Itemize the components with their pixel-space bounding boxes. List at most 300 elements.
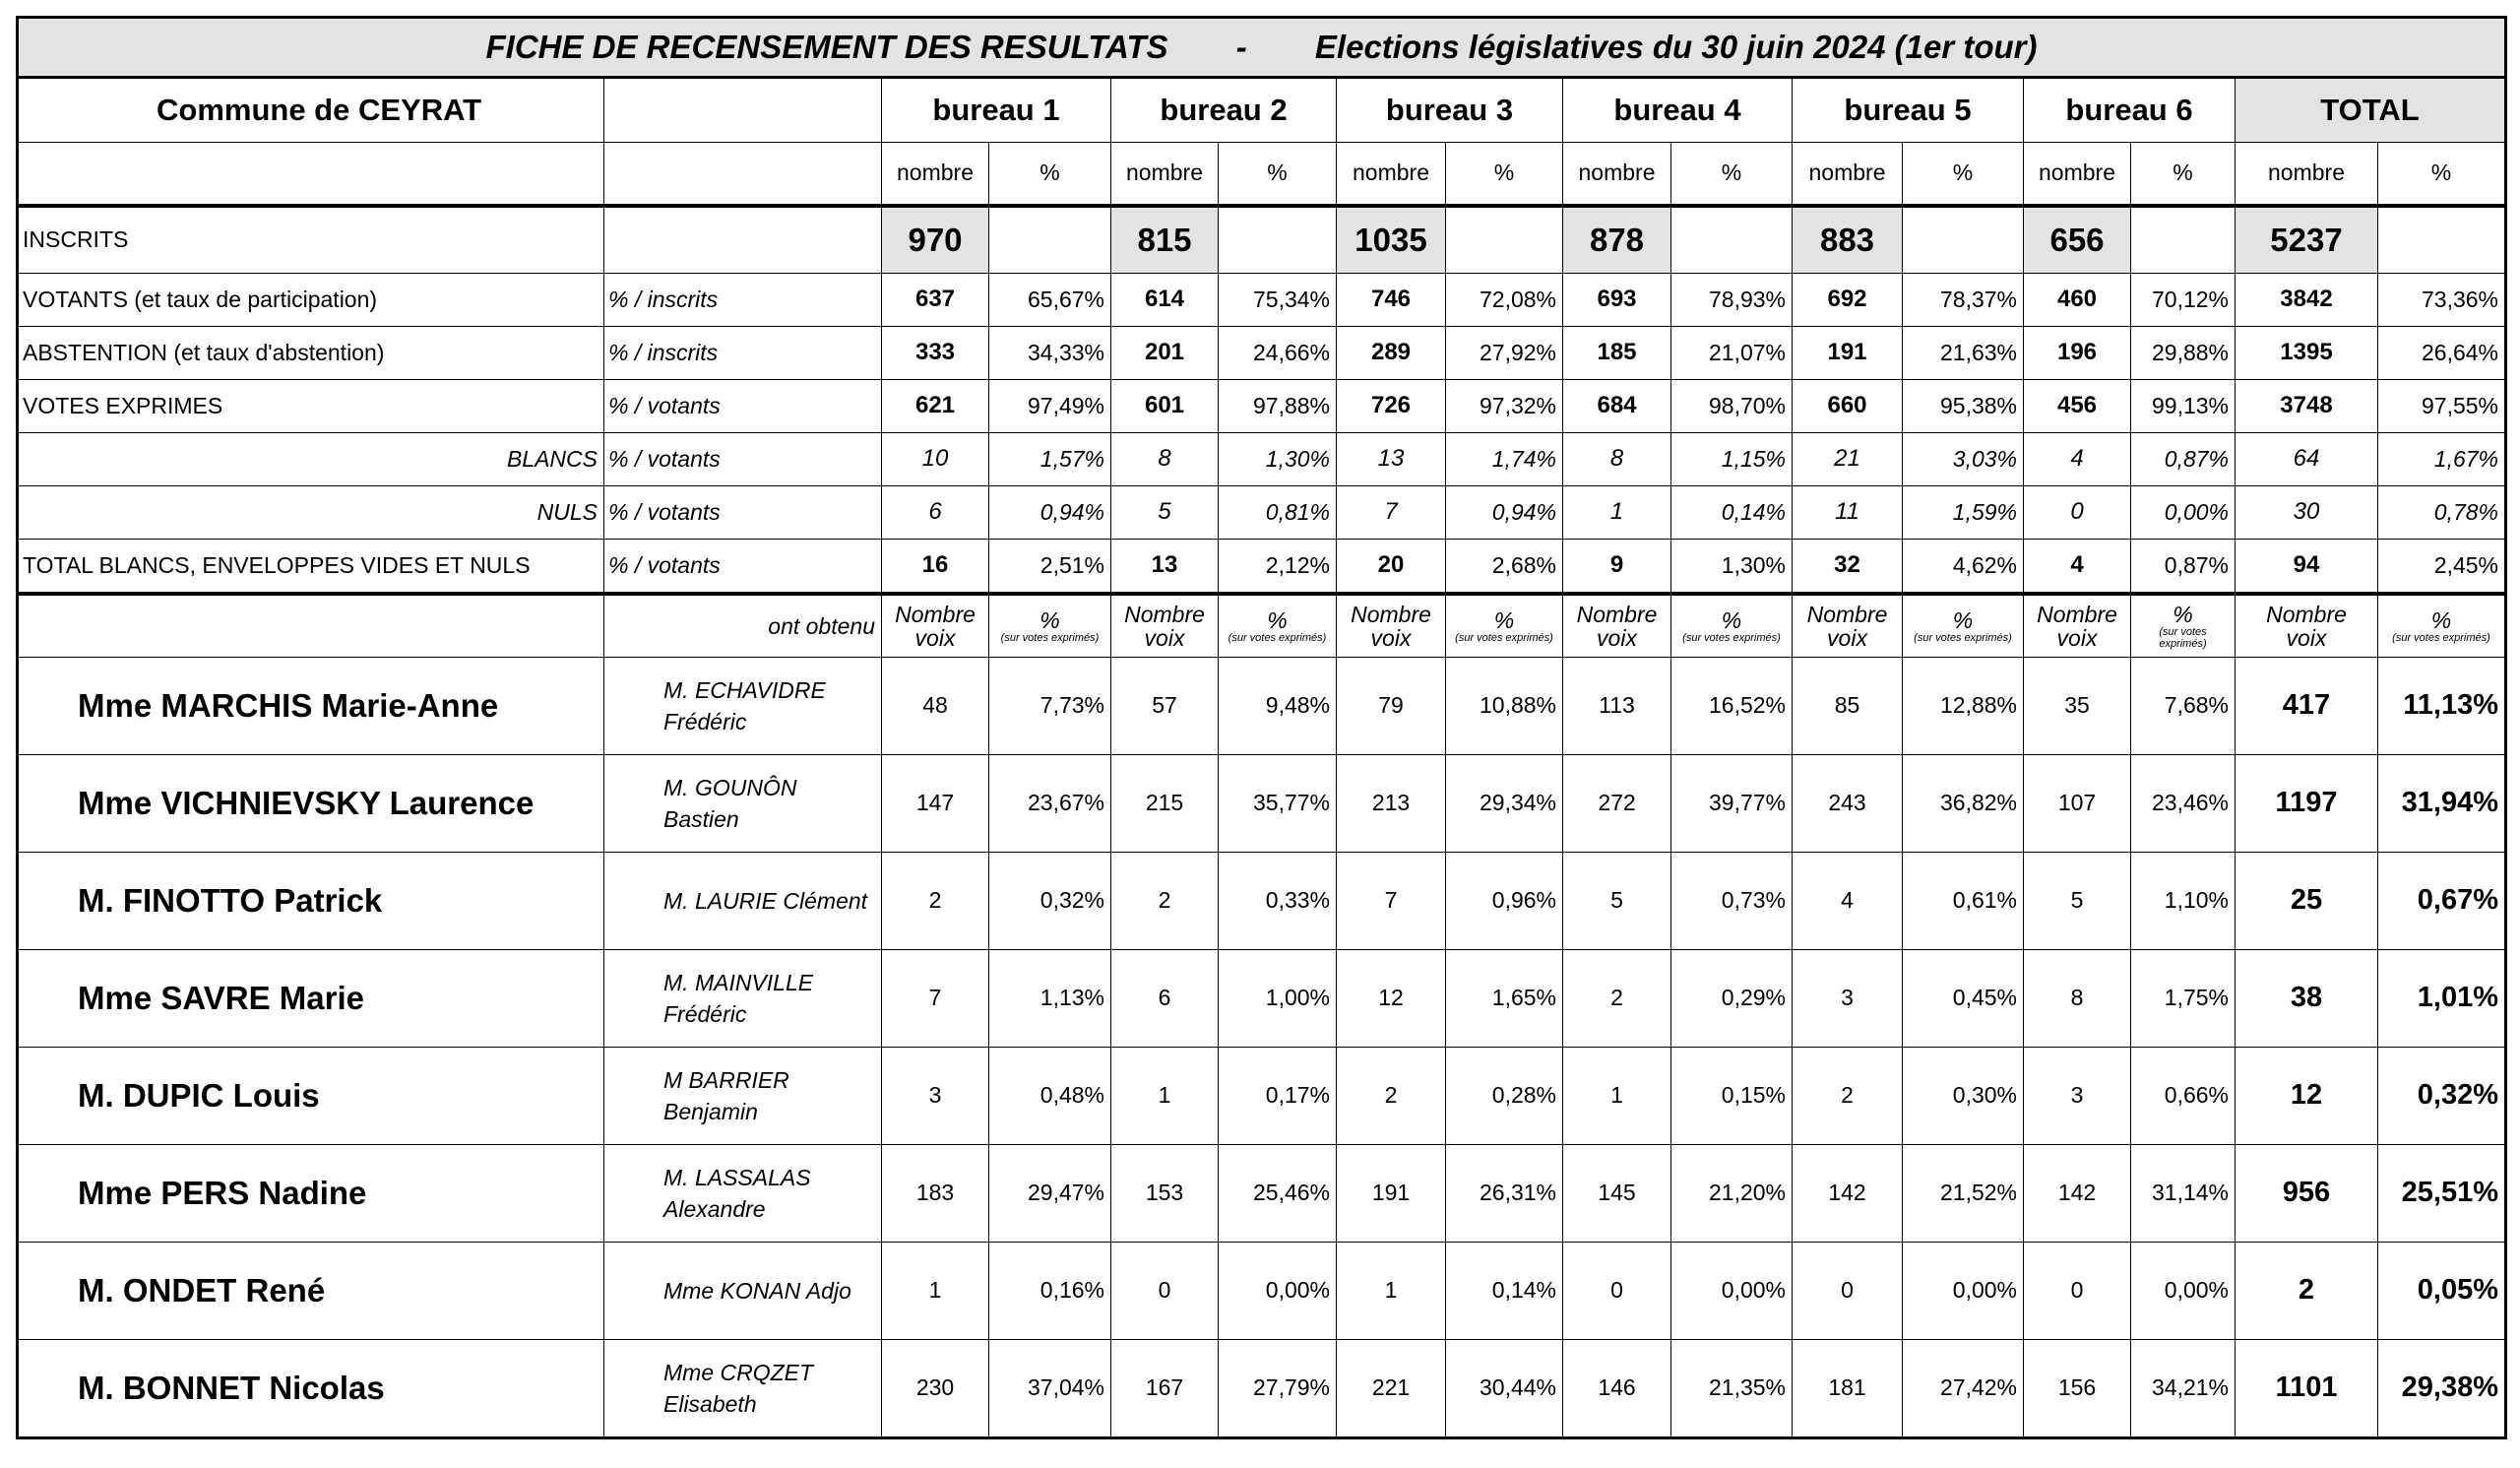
stat-count: 7 xyxy=(1337,486,1446,540)
subheader-pct: % xyxy=(989,143,1111,207)
candidate-row xyxy=(18,1145,2506,1243)
pct-header-symbol: % xyxy=(1493,606,1515,633)
pct-header-note: (sur votes exprimés) xyxy=(1228,632,1327,645)
total-percent: 25,51% xyxy=(2378,1145,2506,1243)
total-percent: 0,05% xyxy=(2378,1243,2506,1340)
total-votes: 1101 xyxy=(2236,1340,2378,1438)
stat-label: VOTES EXPRIMES xyxy=(18,380,604,433)
voix-header xyxy=(1337,594,1446,658)
pct-header-note: (sur votes exprimés) xyxy=(2159,625,2207,651)
stat-percent: 0,94% xyxy=(989,486,1111,540)
column-header: bureau 4 xyxy=(1563,78,1793,143)
voix-header-line2: voix xyxy=(914,625,956,651)
stat-count: 4 xyxy=(2024,540,2131,595)
total-percent: 31,94% xyxy=(2378,755,2506,853)
bureau-votes: 213 xyxy=(1337,755,1446,853)
stat-percent: 34,33% xyxy=(989,327,1111,380)
candidate-row xyxy=(18,853,2506,950)
stat-percent: 2,68% xyxy=(1446,540,1563,595)
stat-count: 13 xyxy=(1111,540,1219,595)
bureau-votes: 3 xyxy=(1793,950,1903,1048)
stat-percent: 98,70% xyxy=(1671,380,1793,433)
pct-header-note: (sur votes exprimés) xyxy=(1914,632,2012,645)
subheader-pct: % xyxy=(1671,143,1793,207)
voix-header-line2: voix xyxy=(2286,625,2327,651)
sheet-title xyxy=(18,18,2506,78)
stat-percent: 0,81% xyxy=(1219,486,1337,540)
pct-header xyxy=(1219,594,1337,658)
bureau-votes: 5 xyxy=(2024,853,2131,950)
stat-percent: 1,30% xyxy=(1671,540,1793,595)
candidate-name: Mme PERS Nadine xyxy=(18,1145,604,1243)
bureau-votes: 7 xyxy=(1337,853,1446,950)
stat-count: 660 xyxy=(1793,380,1903,433)
bureau-percent: 29,34% xyxy=(1446,755,1563,853)
bureau-percent: 0,00% xyxy=(1671,1243,1793,1340)
stat-count: 333 xyxy=(882,327,989,380)
bureau-percent: 12,88% xyxy=(1903,658,2024,755)
stat-row xyxy=(18,274,2506,327)
stat-percent: 0,94% xyxy=(1446,486,1563,540)
bureau-percent: 1,65% xyxy=(1446,950,1563,1048)
stat-percent: 2,51% xyxy=(989,540,1111,595)
bureau-percent: 1,75% xyxy=(2131,950,2236,1048)
voix-header-line1: Nombre xyxy=(2037,601,2117,627)
pct-header-symbol: % xyxy=(1952,606,1974,633)
stat-percent: 75,34% xyxy=(1219,274,1337,327)
stat-percent: 97,32% xyxy=(1446,380,1563,433)
bureau-percent: 1,10% xyxy=(2131,853,2236,950)
stat-percent: 0,00% xyxy=(2131,486,2236,540)
bureau-percent: 0,00% xyxy=(2131,1243,2236,1340)
voix-header xyxy=(1111,594,1219,658)
subheader-pct: % xyxy=(2378,143,2506,207)
stat-percent: 1,15% xyxy=(1671,433,1793,486)
stat-label: ABSTENTION (et taux d'abstention) xyxy=(18,327,604,380)
candidate-name: Mme MARCHIS Marie-Anne xyxy=(18,658,604,755)
pct-header xyxy=(2131,594,2236,658)
candidate-name: M. ONDET René xyxy=(18,1243,604,1340)
stat-count: 20 xyxy=(1337,540,1446,595)
candidate-suppleant: Mme CRQZET Elisabeth xyxy=(604,1340,882,1438)
voix-header-line2: voix xyxy=(1370,625,1412,651)
bureau-percent: 21,20% xyxy=(1671,1145,1793,1243)
candidate-suppleant: M BARRIER Benjamin xyxy=(604,1048,882,1145)
bureau-percent: 39,77% xyxy=(1671,755,1793,853)
subheader-pct: % xyxy=(2131,143,2236,207)
stat-count: 30 xyxy=(2236,486,2378,540)
bureau-percent: 37,04% xyxy=(989,1340,1111,1438)
stat-count: 726 xyxy=(1337,380,1446,433)
subheader-nombre: nombre xyxy=(1111,143,1219,207)
stat-count: 21 xyxy=(1793,433,1903,486)
candidate-suppleant: M. MAINVILLE Frédéric xyxy=(604,950,882,1048)
candidate-suppleant: M. GOUNÔN Bastien xyxy=(604,755,882,853)
bureau-votes: 4 xyxy=(1793,853,1903,950)
obtenu-label: ont obtenu xyxy=(604,594,882,658)
bureau-percent: 0,48% xyxy=(989,1048,1111,1145)
stat-count: 693 xyxy=(1563,274,1671,327)
voix-header-line1: Nombre xyxy=(1806,601,1888,627)
stat-percent xyxy=(2378,206,2506,274)
stat-label: NULS xyxy=(18,486,604,540)
stat-row xyxy=(18,380,2506,433)
stat-count: 94 xyxy=(2236,540,2378,595)
stat-row xyxy=(18,540,2506,595)
pct-header xyxy=(1671,594,1793,658)
stat-percent: 95,38% xyxy=(1903,380,2024,433)
stat-count: 3748 xyxy=(2236,380,2378,433)
stat-percent: 21,63% xyxy=(1903,327,2024,380)
bureau-votes: 3 xyxy=(882,1048,989,1145)
bureau-votes: 142 xyxy=(2024,1145,2131,1243)
column-header: bureau 1 xyxy=(882,78,1111,143)
stat-count: 8 xyxy=(1563,433,1671,486)
bureau-percent: 1,00% xyxy=(1219,950,1337,1048)
bureau-percent: 23,67% xyxy=(989,755,1111,853)
voix-header xyxy=(2024,594,2131,658)
bureau-votes: 243 xyxy=(1793,755,1903,853)
candidate-name: M. FINOTTO Patrick xyxy=(18,853,604,950)
stat-count: 191 xyxy=(1793,327,1903,380)
candidate-row xyxy=(18,1340,2506,1438)
pct-header xyxy=(989,594,1111,658)
stat-count: 289 xyxy=(1337,327,1446,380)
bureau-votes: 107 xyxy=(2024,755,2131,853)
stat-percent: 78,93% xyxy=(1671,274,1793,327)
stat-row xyxy=(18,486,2506,540)
stat-count: 684 xyxy=(1563,380,1671,433)
bureau-percent: 34,21% xyxy=(2131,1340,2236,1438)
stat-percent: 24,66% xyxy=(1219,327,1337,380)
stat-percent: 97,49% xyxy=(989,380,1111,433)
total-votes: 25 xyxy=(2236,853,2378,950)
stat-count: 6 xyxy=(882,486,989,540)
voix-header xyxy=(1793,594,1903,658)
stat-count: 13 xyxy=(1337,433,1446,486)
column-header: bureau 2 xyxy=(1111,78,1337,143)
candidate-suppleant: M. ECHAVIDRE Frédéric xyxy=(604,658,882,755)
stat-count: 185 xyxy=(1563,327,1671,380)
stat-row xyxy=(18,327,2506,380)
candidate-suppleant: M. LAURIE Clément xyxy=(604,853,882,950)
column-header: bureau 3 xyxy=(1337,78,1563,143)
candidate-row xyxy=(18,1243,2506,1340)
stat-basis: % / votants xyxy=(604,486,882,540)
stat-count: 196 xyxy=(2024,327,2131,380)
subheader-nombre: nombre xyxy=(2236,143,2378,207)
bureau-percent: 0,61% xyxy=(1903,853,2024,950)
stat-percent: 3,03% xyxy=(1903,433,2024,486)
bureau-percent: 36,82% xyxy=(1903,755,2024,853)
bureau-percent: 27,79% xyxy=(1219,1340,1337,1438)
stat-basis: % / inscrits xyxy=(604,327,882,380)
bureau-votes: 8 xyxy=(2024,950,2131,1048)
stat-count: 601 xyxy=(1111,380,1219,433)
column-header: bureau 5 xyxy=(1793,78,2024,143)
bureau-percent: 26,31% xyxy=(1446,1145,1563,1243)
candidate-row xyxy=(18,950,2506,1048)
bureau-percent: 0,29% xyxy=(1671,950,1793,1048)
voix-header xyxy=(882,594,989,658)
stat-basis xyxy=(604,206,882,274)
stat-basis: % / votants xyxy=(604,540,882,595)
bureau-percent: 23,46% xyxy=(2131,755,2236,853)
bureau-percent: 0,45% xyxy=(1903,950,2024,1048)
voix-header-line1: Nombre xyxy=(1576,601,1658,627)
bureau-votes: 2 xyxy=(1793,1048,1903,1145)
column-header: TOTAL xyxy=(2236,78,2506,143)
total-percent: 0,32% xyxy=(2378,1048,2506,1145)
bureau-percent: 21,52% xyxy=(1903,1145,2024,1243)
stat-count: 692 xyxy=(1793,274,1903,327)
title-separator: - xyxy=(1235,28,1247,65)
bureau-percent: 31,14% xyxy=(2131,1145,2236,1243)
pct-header-symbol: % xyxy=(1721,606,1742,633)
stat-label: INSCRITS xyxy=(18,206,604,274)
subheader-empty xyxy=(604,143,882,207)
stat-count: 815 xyxy=(1111,206,1219,274)
stat-percent: 1,30% xyxy=(1219,433,1337,486)
bureau-votes: 142 xyxy=(1793,1145,1903,1243)
bureau-votes: 145 xyxy=(1563,1145,1671,1243)
stat-count: 0 xyxy=(2024,486,2131,540)
total-votes: 417 xyxy=(2236,658,2378,755)
stat-percent: 21,07% xyxy=(1671,327,1793,380)
candidate-row xyxy=(18,755,2506,853)
stat-label: BLANCS xyxy=(18,433,604,486)
candidate-header-empty xyxy=(18,594,604,658)
bureau-percent: 0,00% xyxy=(1903,1243,2024,1340)
stat-percent: 0,87% xyxy=(2131,433,2236,486)
stat-count: 1 xyxy=(1563,486,1671,540)
pct-header-note: (sur votes exprimés) xyxy=(2392,632,2490,645)
bureau-votes: 35 xyxy=(2024,658,2131,755)
subheader-empty xyxy=(18,143,604,207)
bureau-votes: 167 xyxy=(1111,1340,1219,1438)
stat-count: 656 xyxy=(2024,206,2131,274)
stat-percent: 4,62% xyxy=(1903,540,2024,595)
pct-header-note: (sur votes exprimés) xyxy=(1455,632,1553,645)
total-votes: 2 xyxy=(2236,1243,2378,1340)
bureau-votes: 113 xyxy=(1563,658,1671,755)
voix-header-line1: Nombre xyxy=(1351,601,1431,627)
candidate-name: Mme SAVRE Marie xyxy=(18,950,604,1048)
stat-count: 201 xyxy=(1111,327,1219,380)
voix-header xyxy=(1563,594,1671,658)
stat-percent: 27,92% xyxy=(1446,327,1563,380)
stat-percent: 29,88% xyxy=(2131,327,2236,380)
stat-label: TOTAL BLANCS, ENVELOPPES VIDES ET NULS xyxy=(18,540,604,595)
stat-basis: % / votants xyxy=(604,433,882,486)
stat-percent: 78,37% xyxy=(1903,274,2024,327)
candidate-name: M. DUPIC Louis xyxy=(18,1048,604,1145)
pct-header-note: (sur votes exprimés) xyxy=(1000,632,1100,645)
candidate-row xyxy=(18,1048,2506,1145)
bureau-percent: 0,17% xyxy=(1219,1048,1337,1145)
results-sheet xyxy=(16,16,2504,1449)
stat-label: VOTANTS (et taux de participation) xyxy=(18,274,604,327)
bureau-percent: 0,28% xyxy=(1446,1048,1563,1145)
bureau-votes: 2 xyxy=(1111,853,1219,950)
bureau-votes: 272 xyxy=(1563,755,1671,853)
stat-percent: 72,08% xyxy=(1446,274,1563,327)
stat-percent: 2,45% xyxy=(2378,540,2506,595)
bureau-votes: 0 xyxy=(1563,1243,1671,1340)
candidate-header-row xyxy=(18,594,2506,658)
stat-percent xyxy=(1671,206,1793,274)
stat-count: 32 xyxy=(1793,540,1903,595)
stat-percent: 70,12% xyxy=(2131,274,2236,327)
bureau-votes: 2 xyxy=(1337,1048,1446,1145)
candidate-name: M. BONNET Nicolas xyxy=(18,1340,604,1438)
bureau-percent: 35,77% xyxy=(1219,755,1337,853)
stat-count: 621 xyxy=(882,380,989,433)
stat-percent: 97,88% xyxy=(1219,380,1337,433)
bureau-percent: 0,32% xyxy=(989,853,1111,950)
bureau-percent: 21,35% xyxy=(1671,1340,1793,1438)
bureau-votes: 3 xyxy=(2024,1048,2131,1145)
stat-count: 3842 xyxy=(2236,274,2378,327)
bureau-percent: 0,96% xyxy=(1446,853,1563,950)
voix-header-line2: voix xyxy=(1597,625,1637,651)
stat-percent: 73,36% xyxy=(2378,274,2506,327)
bureau-percent: 27,42% xyxy=(1903,1340,2024,1438)
bureau-votes: 2 xyxy=(882,853,989,950)
stat-count: 878 xyxy=(1563,206,1671,274)
bureau-votes: 215 xyxy=(1111,755,1219,853)
subheader-pct: % xyxy=(1446,143,1563,207)
total-votes: 1197 xyxy=(2236,755,2378,853)
stat-percent: 1,57% xyxy=(989,433,1111,486)
bureau-percent: 16,52% xyxy=(1671,658,1793,755)
bureau-votes: 1 xyxy=(1111,1048,1219,1145)
bureau-votes: 6 xyxy=(1111,950,1219,1048)
bureau-votes: 221 xyxy=(1337,1340,1446,1438)
bureau-percent: 0,33% xyxy=(1219,853,1337,950)
bureau-votes: 230 xyxy=(882,1340,989,1438)
stat-count: 64 xyxy=(2236,433,2378,486)
stat-count: 637 xyxy=(882,274,989,327)
stat-percent: 1,59% xyxy=(1903,486,2024,540)
stat-percent: 99,13% xyxy=(2131,380,2236,433)
commune-label: Commune de CEYRAT xyxy=(18,78,604,143)
bureau-percent: 0,66% xyxy=(2131,1048,2236,1145)
stat-percent: 0,78% xyxy=(2378,486,2506,540)
bureau-percent: 0,00% xyxy=(1219,1243,1337,1340)
bureau-votes: 0 xyxy=(2024,1243,2131,1340)
subheader-nombre: nombre xyxy=(882,143,989,207)
total-votes: 12 xyxy=(2236,1048,2378,1145)
bureau-percent: 25,46% xyxy=(1219,1145,1337,1243)
candidate-suppleant: M. LASSALAS Alexandre xyxy=(604,1145,882,1243)
bureau-percent: 0,73% xyxy=(1671,853,1793,950)
stat-count: 9 xyxy=(1563,540,1671,595)
bureau-votes: 181 xyxy=(1793,1340,1903,1438)
stat-percent xyxy=(1903,206,2024,274)
bureau-votes: 1 xyxy=(1563,1048,1671,1145)
stat-basis: % / inscrits xyxy=(604,274,882,327)
voix-header-line2: voix xyxy=(1144,625,1185,651)
bureau-votes: 0 xyxy=(1793,1243,1903,1340)
stat-row xyxy=(18,206,2506,274)
voix-header xyxy=(2236,594,2378,658)
stat-percent: 1,74% xyxy=(1446,433,1563,486)
column-header: bureau 6 xyxy=(2024,78,2236,143)
stat-count: 8 xyxy=(1111,433,1219,486)
stat-percent: 2,12% xyxy=(1219,540,1337,595)
pct-header xyxy=(2378,594,2506,658)
stat-row xyxy=(18,433,2506,486)
total-votes: 38 xyxy=(2236,950,2378,1048)
stat-count: 883 xyxy=(1793,206,1903,274)
voix-header-line1: Nombre xyxy=(2266,601,2347,627)
stat-percent: 0,87% xyxy=(2131,540,2236,595)
stat-count: 1035 xyxy=(1337,206,1446,274)
bureau-percent: 7,73% xyxy=(989,658,1111,755)
bureau-percent: 30,44% xyxy=(1446,1340,1563,1438)
stat-percent: 65,67% xyxy=(989,274,1111,327)
subheader-nombre: nombre xyxy=(1793,143,1903,207)
bureau-percent: 29,47% xyxy=(989,1145,1111,1243)
bureau-votes: 191 xyxy=(1337,1145,1446,1243)
stat-percent xyxy=(2131,206,2236,274)
stat-count: 970 xyxy=(882,206,989,274)
title-right: Elections législatives du 30 juin 2024 (1er tour) xyxy=(1314,28,2038,65)
bureau-votes: 146 xyxy=(1563,1340,1671,1438)
stat-count: 1395 xyxy=(2236,327,2378,380)
total-percent: 1,01% xyxy=(2378,950,2506,1048)
stat-percent: 0,14% xyxy=(1671,486,1793,540)
stat-percent: 97,55% xyxy=(2378,380,2506,433)
bureau-votes: 48 xyxy=(882,658,989,755)
candidate-name: Mme VICHNIEVSKY Laurence xyxy=(18,755,604,853)
stat-percent xyxy=(989,206,1111,274)
stat-percent: 26,64% xyxy=(2378,327,2506,380)
stat-count: 4 xyxy=(2024,433,2131,486)
subheader-nombre: nombre xyxy=(1563,143,1671,207)
bureau-votes: 0 xyxy=(1111,1243,1219,1340)
stat-percent: 1,67% xyxy=(2378,433,2506,486)
voix-header-line1: Nombre xyxy=(1124,601,1205,627)
bureau-votes: 5 xyxy=(1563,853,1671,950)
total-percent: 0,67% xyxy=(2378,853,2506,950)
stat-count: 16 xyxy=(882,540,989,595)
voix-header-line2: voix xyxy=(1827,625,1867,651)
bureau-votes: 7 xyxy=(882,950,989,1048)
bureau-votes: 156 xyxy=(2024,1340,2131,1438)
stat-count: 11 xyxy=(1793,486,1903,540)
pct-header-symbol: % xyxy=(2430,606,2452,633)
bureau-votes: 79 xyxy=(1337,658,1446,755)
bureau-percent: 7,68% xyxy=(2131,658,2236,755)
bureau-percent: 0,14% xyxy=(1446,1243,1563,1340)
header-empty xyxy=(604,78,882,143)
bureau-percent: 0,16% xyxy=(989,1243,1111,1340)
bureau-percent: 0,30% xyxy=(1903,1048,2024,1145)
stat-count: 10 xyxy=(882,433,989,486)
bureau-percent: 10,88% xyxy=(1446,658,1563,755)
bureau-votes: 57 xyxy=(1111,658,1219,755)
pct-header xyxy=(1446,594,1563,658)
title-left: FICHE DE RECENSEMENT DES RESULTATS xyxy=(485,28,1168,65)
pct-header-symbol: % xyxy=(2173,601,2193,627)
subheader-nombre: nombre xyxy=(2024,143,2131,207)
subheader-nombre: nombre xyxy=(1337,143,1446,207)
pct-header-note: (sur votes exprimés) xyxy=(1682,632,1781,645)
bureau-percent: 0,15% xyxy=(1671,1048,1793,1145)
stat-count: 456 xyxy=(2024,380,2131,433)
